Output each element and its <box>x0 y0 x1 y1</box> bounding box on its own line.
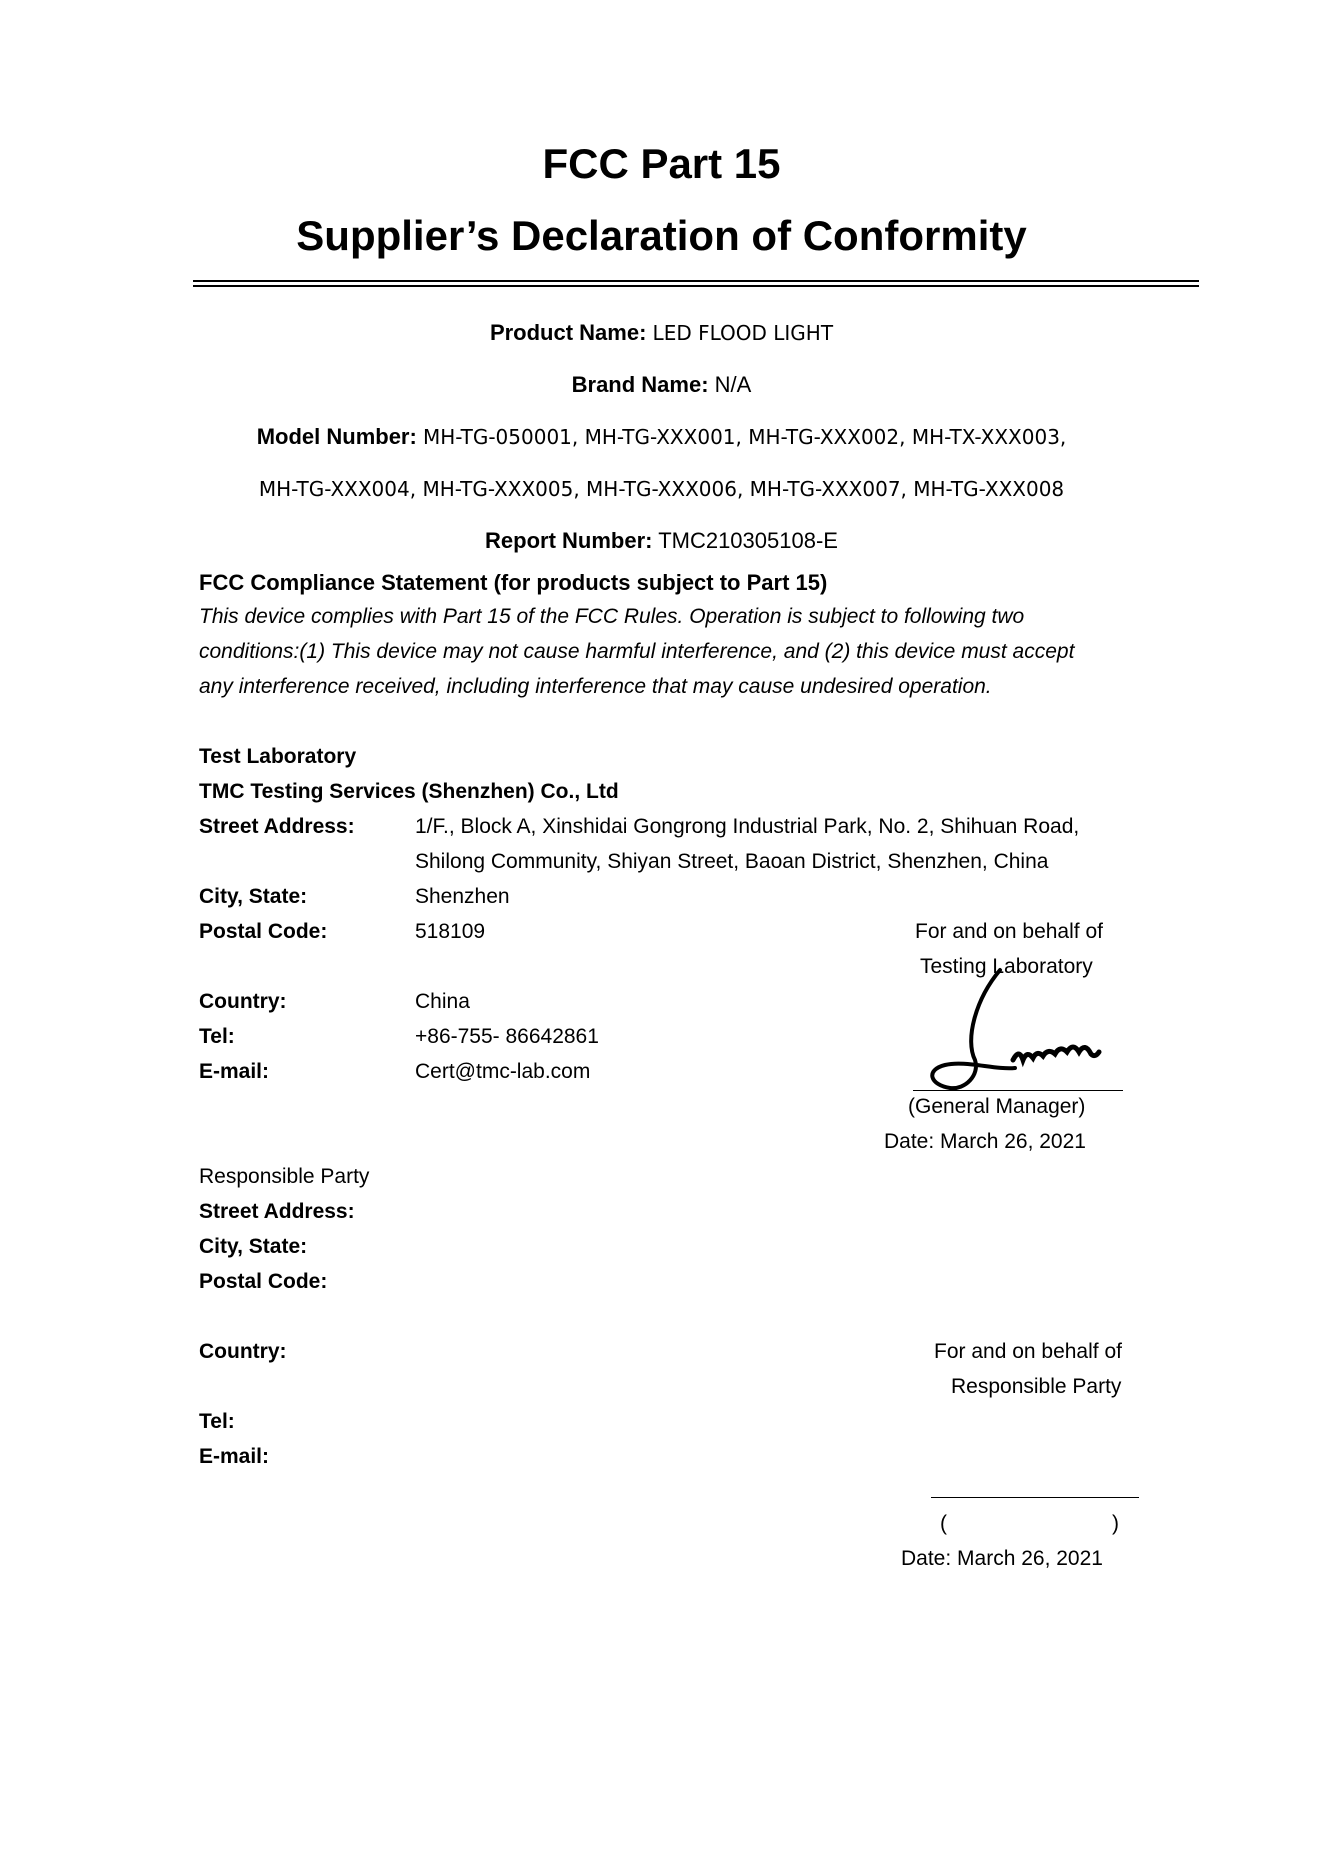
rp-behalf-line1: For and on behalf of <box>934 1340 1122 1363</box>
test-lab-street-label: Street Address: <box>199 815 355 838</box>
test-lab-country-label: Country: <box>199 990 287 1013</box>
title-divider-top <box>193 280 1199 282</box>
rp-tel-label: Tel: <box>199 1410 235 1433</box>
test-lab-email-label: E-mail: <box>199 1060 270 1083</box>
signature-graphic <box>905 960 1135 1110</box>
document-title: FCC Part 15 <box>542 140 781 187</box>
rp-paren-open: ( <box>940 1512 947 1535</box>
test-lab-email: Cert@tmc-lab.com <box>415 1060 591 1083</box>
compliance-line1: This device complies with Part 15 of the FCC Rules. Operation is subject to following two <box>199 605 1025 628</box>
test-lab-behalf-line2: Testing Laboratory <box>920 955 1093 978</box>
brand-name-label: Brand Name: <box>571 372 709 397</box>
report-number-value: TMC210305108-E <box>658 528 838 553</box>
test-lab-city-label: City, State: <box>199 885 308 908</box>
rp-email-label: E-mail: <box>199 1445 270 1468</box>
rp-signature-line <box>931 1497 1139 1498</box>
rp-city-label: City, State: <box>199 1235 308 1258</box>
model-number-label: Model Number: <box>256 424 417 449</box>
report-number-row <box>0 528 1323 554</box>
test-lab-behalf-line1: For and on behalf of <box>915 920 1103 943</box>
test-lab-signature-line <box>913 1090 1123 1091</box>
rp-paren-close: ) <box>1112 1512 1119 1535</box>
test-lab-name: TMC Testing Services (Shenzhen) Co., Ltd <box>199 780 619 803</box>
test-lab-street-line2: Shilong Community, Shiyan Street, Baoan District, Shenzhen, China <box>415 850 1049 873</box>
test-lab-postal: 518109 <box>415 920 486 943</box>
product-name-row <box>0 320 1323 346</box>
product-name-value: LED FLOOD LIGHT <box>652 321 834 345</box>
test-lab-signer-title: (General Manager) <box>908 1095 1086 1118</box>
rp-country-label: Country: <box>199 1340 287 1363</box>
test-lab-tel: +86-755- 86642861 <box>415 1025 599 1048</box>
test-lab-heading: Test Laboratory <box>199 745 357 768</box>
report-number-label: Report Number: <box>485 528 653 553</box>
test-lab-tel-label: Tel: <box>199 1025 235 1048</box>
manager-signature <box>905 960 1135 1110</box>
title-divider-bottom <box>193 285 1199 287</box>
model-number-row <box>0 424 1323 450</box>
test-lab-street-line1: 1/F., Block A, Xinshidai Gongrong Industrial Park, No. 2, Shihuan Road, <box>415 815 1080 838</box>
test-lab-city: Shenzhen <box>415 885 510 908</box>
brand-name-row <box>0 372 1323 398</box>
rp-postal-label: Postal Code: <box>199 1270 328 1293</box>
rp-behalf-line2: Responsible Party <box>951 1375 1122 1398</box>
product-name-label: Product Name: <box>489 320 647 345</box>
document-subtitle: Supplier’s Declaration of Conformity <box>296 212 1027 259</box>
responsible-party-heading: Responsible Party <box>199 1165 370 1188</box>
rp-street-label: Street Address: <box>199 1200 355 1223</box>
rp-date: Date: March 26, 2021 <box>901 1547 1103 1570</box>
compliance-line2: conditions:(1) This device may not cause harmful interference, and (2) this device must accept <box>199 640 1075 663</box>
test-lab-date: Date: March 26, 2021 <box>884 1130 1086 1153</box>
test-lab-country: China <box>415 990 470 1013</box>
compliance-heading: FCC Compliance Statement (for products subject to Part 15) <box>199 570 828 595</box>
test-lab-postal-label: Postal Code: <box>199 920 328 943</box>
brand-name-value: N/A <box>714 372 752 397</box>
model-numbers-line1: MH-TG-050001, MH-TG-XXX001, MH-TG-XXX002, MH-TX-XXX003, <box>422 425 1067 449</box>
compliance-line3: any interference received, including interference that may cause undesired operation. <box>199 675 992 698</box>
model-numbers-line2: MH-TG-XXX004, MH-TG-XXX005, MH-TG-XXX006, MH-TG-XXX007, MH-TG-XXX008 <box>258 477 1065 501</box>
